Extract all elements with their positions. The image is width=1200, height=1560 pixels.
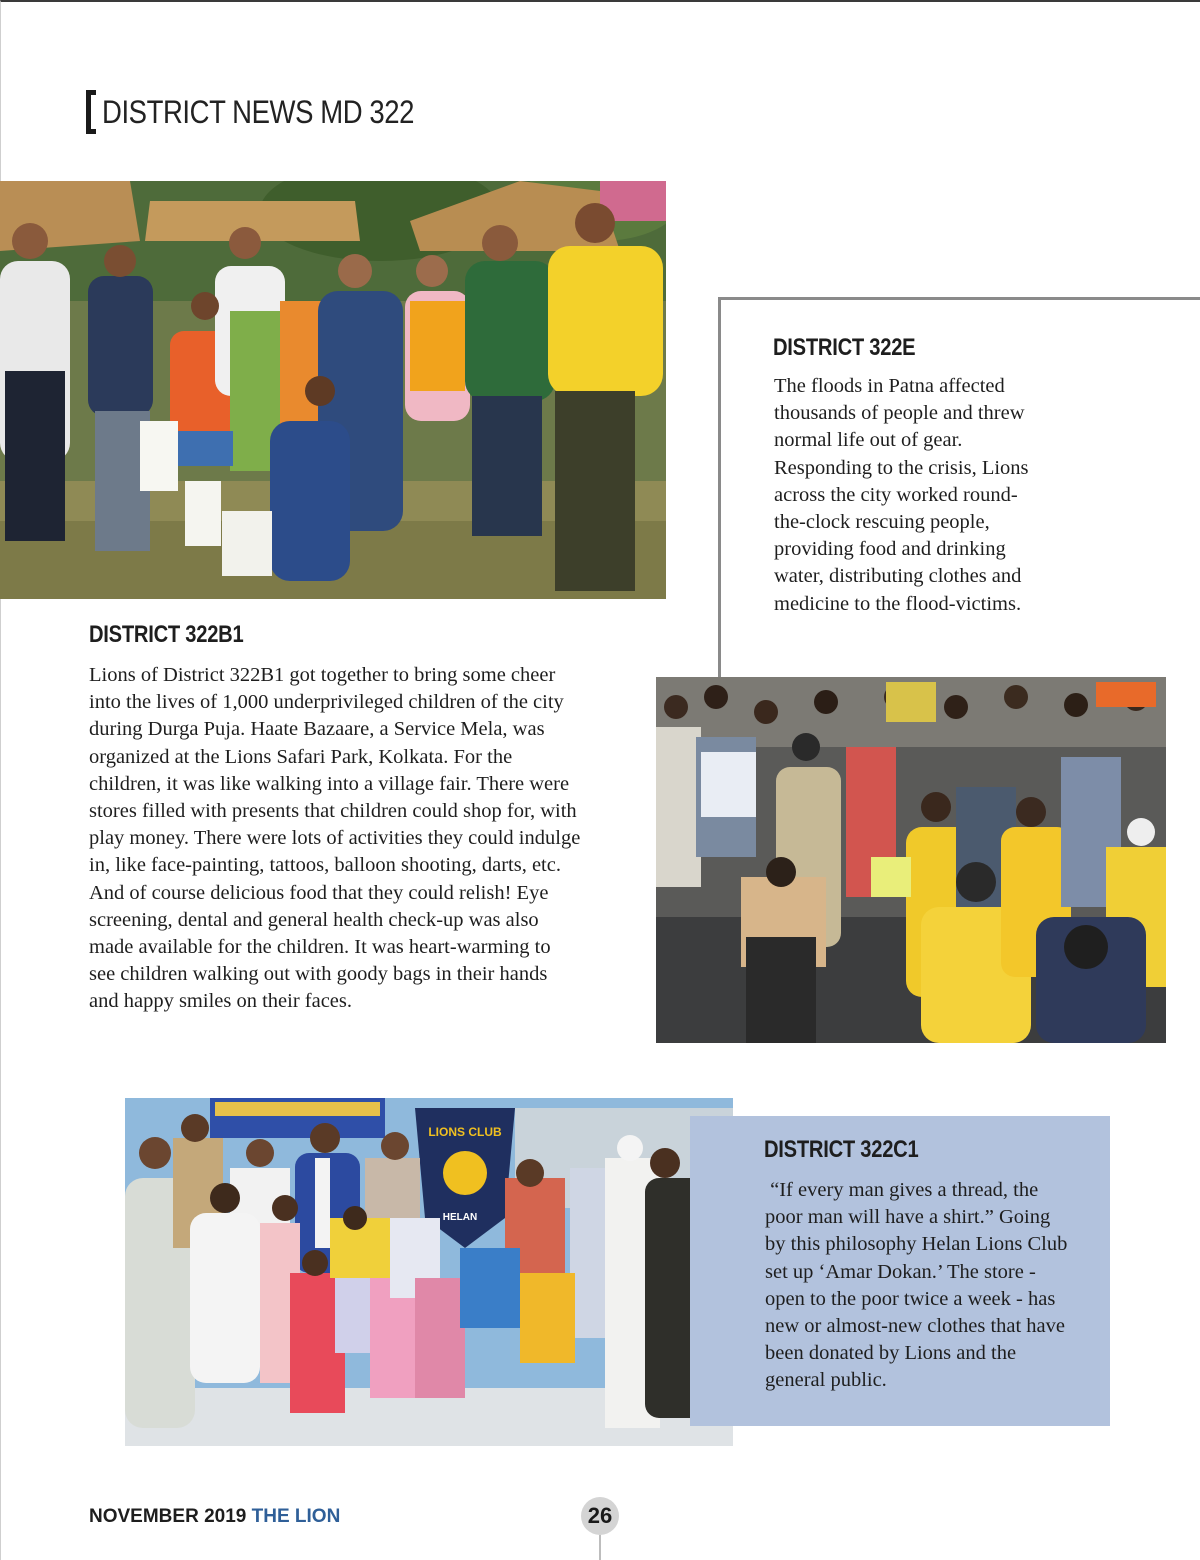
text-line: screening, dental and general health check-up was also <box>89 908 539 931</box>
photo-helan-club <box>125 1098 733 1446</box>
text-line: normal life out of gear. <box>774 429 963 452</box>
text-line: new or almost-new clothes that have <box>765 1315 1066 1338</box>
text-line: into the lives of 1,000 underprivileged children of the city <box>89 691 564 714</box>
text-line: been donated by Lions and the <box>765 1342 1017 1365</box>
text-line: poor man will have a shirt.” Going <box>765 1206 1051 1229</box>
text-line: the-clock rescuing people, <box>774 511 990 534</box>
text-line: by this philosophy Helan Lions Club <box>765 1233 1068 1256</box>
text-line: “If every man gives a thread, the <box>765 1179 1039 1201</box>
text-line: water, distributing clothes and <box>774 565 1022 588</box>
text-line: providing food and drinking <box>774 538 1006 561</box>
text-line: in, like face-painting, tattoos, balloon shooting, darts, etc. <box>89 854 561 877</box>
text-line: thousands of people and threw <box>774 402 1025 425</box>
text-line: And of course delicious food that they could relish! Eye <box>89 881 549 904</box>
text-line: stores filled with presents that children could shop for, with <box>89 800 577 823</box>
district-322b1-heading: DISTRICT 322B1 <box>89 621 244 648</box>
page-number: 26 <box>581 1497 619 1535</box>
page-divider <box>599 1535 601 1560</box>
text-line: open to the poor twice a week - has <box>765 1287 1056 1310</box>
text-line: children, it was like walking into a village fair. There were <box>89 772 570 795</box>
text-line: made available for the children. It was heart-warming to <box>89 936 551 959</box>
text-line: Lions of District 322B1 got together to bring some cheer <box>89 664 556 686</box>
banner-line: HELAN <box>442 1212 478 1223</box>
section-header <box>86 90 465 134</box>
district-322e-heading: DISTRICT 322E <box>773 334 916 361</box>
footer-magazine: THE LION <box>251 1506 341 1527</box>
district-322c1-heading: DISTRICT 322C1 <box>764 1136 919 1163</box>
footer-month: NOVEMBER 2019 <box>89 1506 247 1527</box>
photo-fair-group <box>0 181 666 599</box>
banner-line: LIONS CLUB <box>428 1125 502 1139</box>
district-322b1-text <box>89 662 599 1016</box>
text-line: across the city worked round- <box>774 483 1018 506</box>
text-line: see children walking out with goody bags in their hands <box>89 963 548 986</box>
text-line: play money. There were lots of activities they could indulge <box>89 827 581 850</box>
section-title: DISTRICT NEWS MD 322 <box>102 93 415 130</box>
text-line: organized at the Lions Safari Park, Kolkata. For the <box>89 745 513 768</box>
photo-flood-relief <box>656 677 1166 1043</box>
text-line: set up ‘Amar Dokan.’ The store - <box>765 1260 1036 1283</box>
text-line: The floods in Patna affected <box>774 375 1005 397</box>
text-line: Responding to the crisis, Lions <box>774 456 1029 479</box>
text-line: and happy smiles on their faces. <box>89 990 353 1013</box>
district-322c1-text <box>765 1177 1095 1395</box>
text-line: general public. <box>765 1369 887 1392</box>
footer <box>89 1506 340 1528</box>
text-line: during Durga Puja. Haate Bazaare, a Service Mela, was <box>89 718 545 741</box>
bracket-mark <box>86 90 96 134</box>
text-line: medicine to the flood-victims. <box>774 592 1022 615</box>
district-322e-text <box>774 373 1064 618</box>
